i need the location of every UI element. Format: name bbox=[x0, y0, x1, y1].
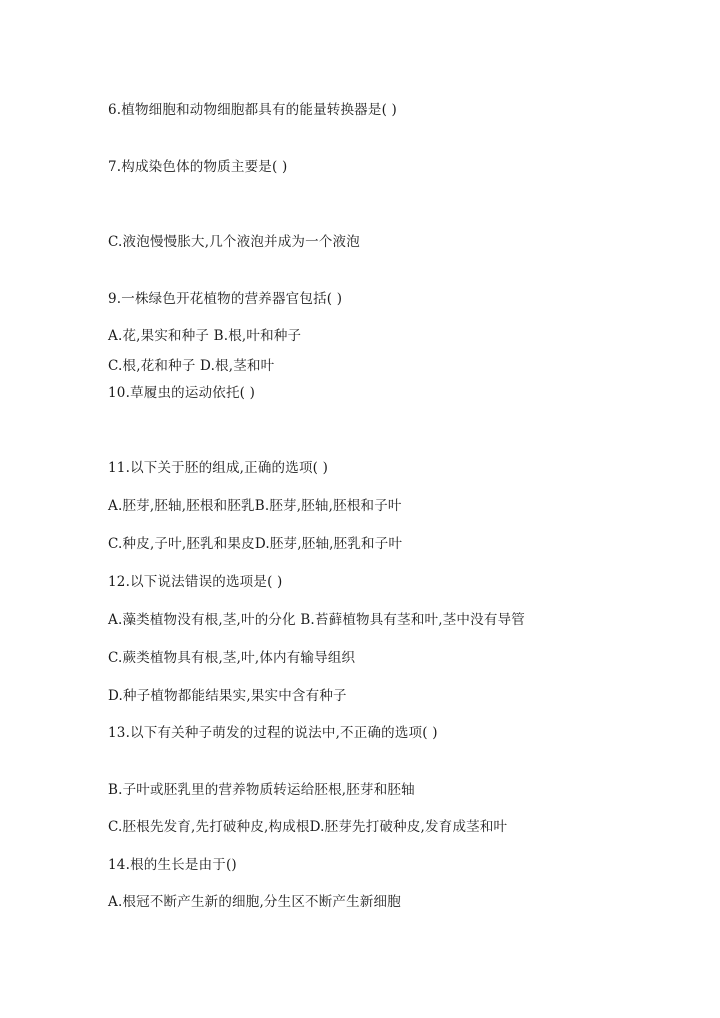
options-11ab: A.胚芽,胚轴,胚根和胚乳B.胚芽,胚轴,胚根和子叶 bbox=[108, 498, 402, 514]
option-8c: C.液泡慢慢胀大,几个液泡并成为一个液泡 bbox=[108, 234, 360, 250]
question-9: 9.一株绿色开花植物的营养器官包括( ) bbox=[108, 291, 343, 307]
option-12c: C.蕨类植物具有根,茎,叶,体内有输导组织 bbox=[108, 650, 356, 666]
question-14: 14.根的生长是由于() bbox=[108, 857, 237, 873]
question-13: 13.以下有关种子萌发的过程的说法中,不正确的选项( ) bbox=[108, 725, 438, 741]
options-9ab: A.花,果实和种子 B.根,叶和种子 bbox=[108, 328, 302, 344]
option-14a: A.根冠不断产生新的细胞,分生区不断产生新细胞 bbox=[108, 894, 401, 910]
options-11cd: C.种皮,子叶,胚乳和果皮D.胚芽,胚轴,胚乳和子叶 bbox=[108, 536, 403, 552]
options-9cd: C.根,花和种子 D.根,茎和叶 bbox=[108, 358, 275, 374]
options-13cd: C.胚根先发育,先打破种皮,构成根D.胚芽先打破种皮,发育成茎和叶 bbox=[108, 819, 508, 835]
options-12ab: A.藻类植物没有根,茎,叶的分化 B.苔藓植物具有茎和叶,茎中没有导管 bbox=[108, 612, 525, 628]
question-7: 7.构成染色体的物质主要是( ) bbox=[108, 159, 288, 175]
question-10: 10.草履虫的运动依托( ) bbox=[108, 385, 256, 401]
question-6: 6.植物细胞和动物细胞都具有的能量转换器是( ) bbox=[108, 102, 398, 118]
question-11: 11.以下关于胚的组成,正确的选项( ) bbox=[108, 460, 329, 476]
question-12: 12.以下说法错误的选项是( ) bbox=[108, 574, 283, 590]
option-12d: D.种子植物都能结果实,果实中含有种子 bbox=[108, 688, 347, 704]
option-13b: B.子叶或胚乳里的营养物质转运给胚根,胚芽和胚轴 bbox=[108, 782, 415, 798]
